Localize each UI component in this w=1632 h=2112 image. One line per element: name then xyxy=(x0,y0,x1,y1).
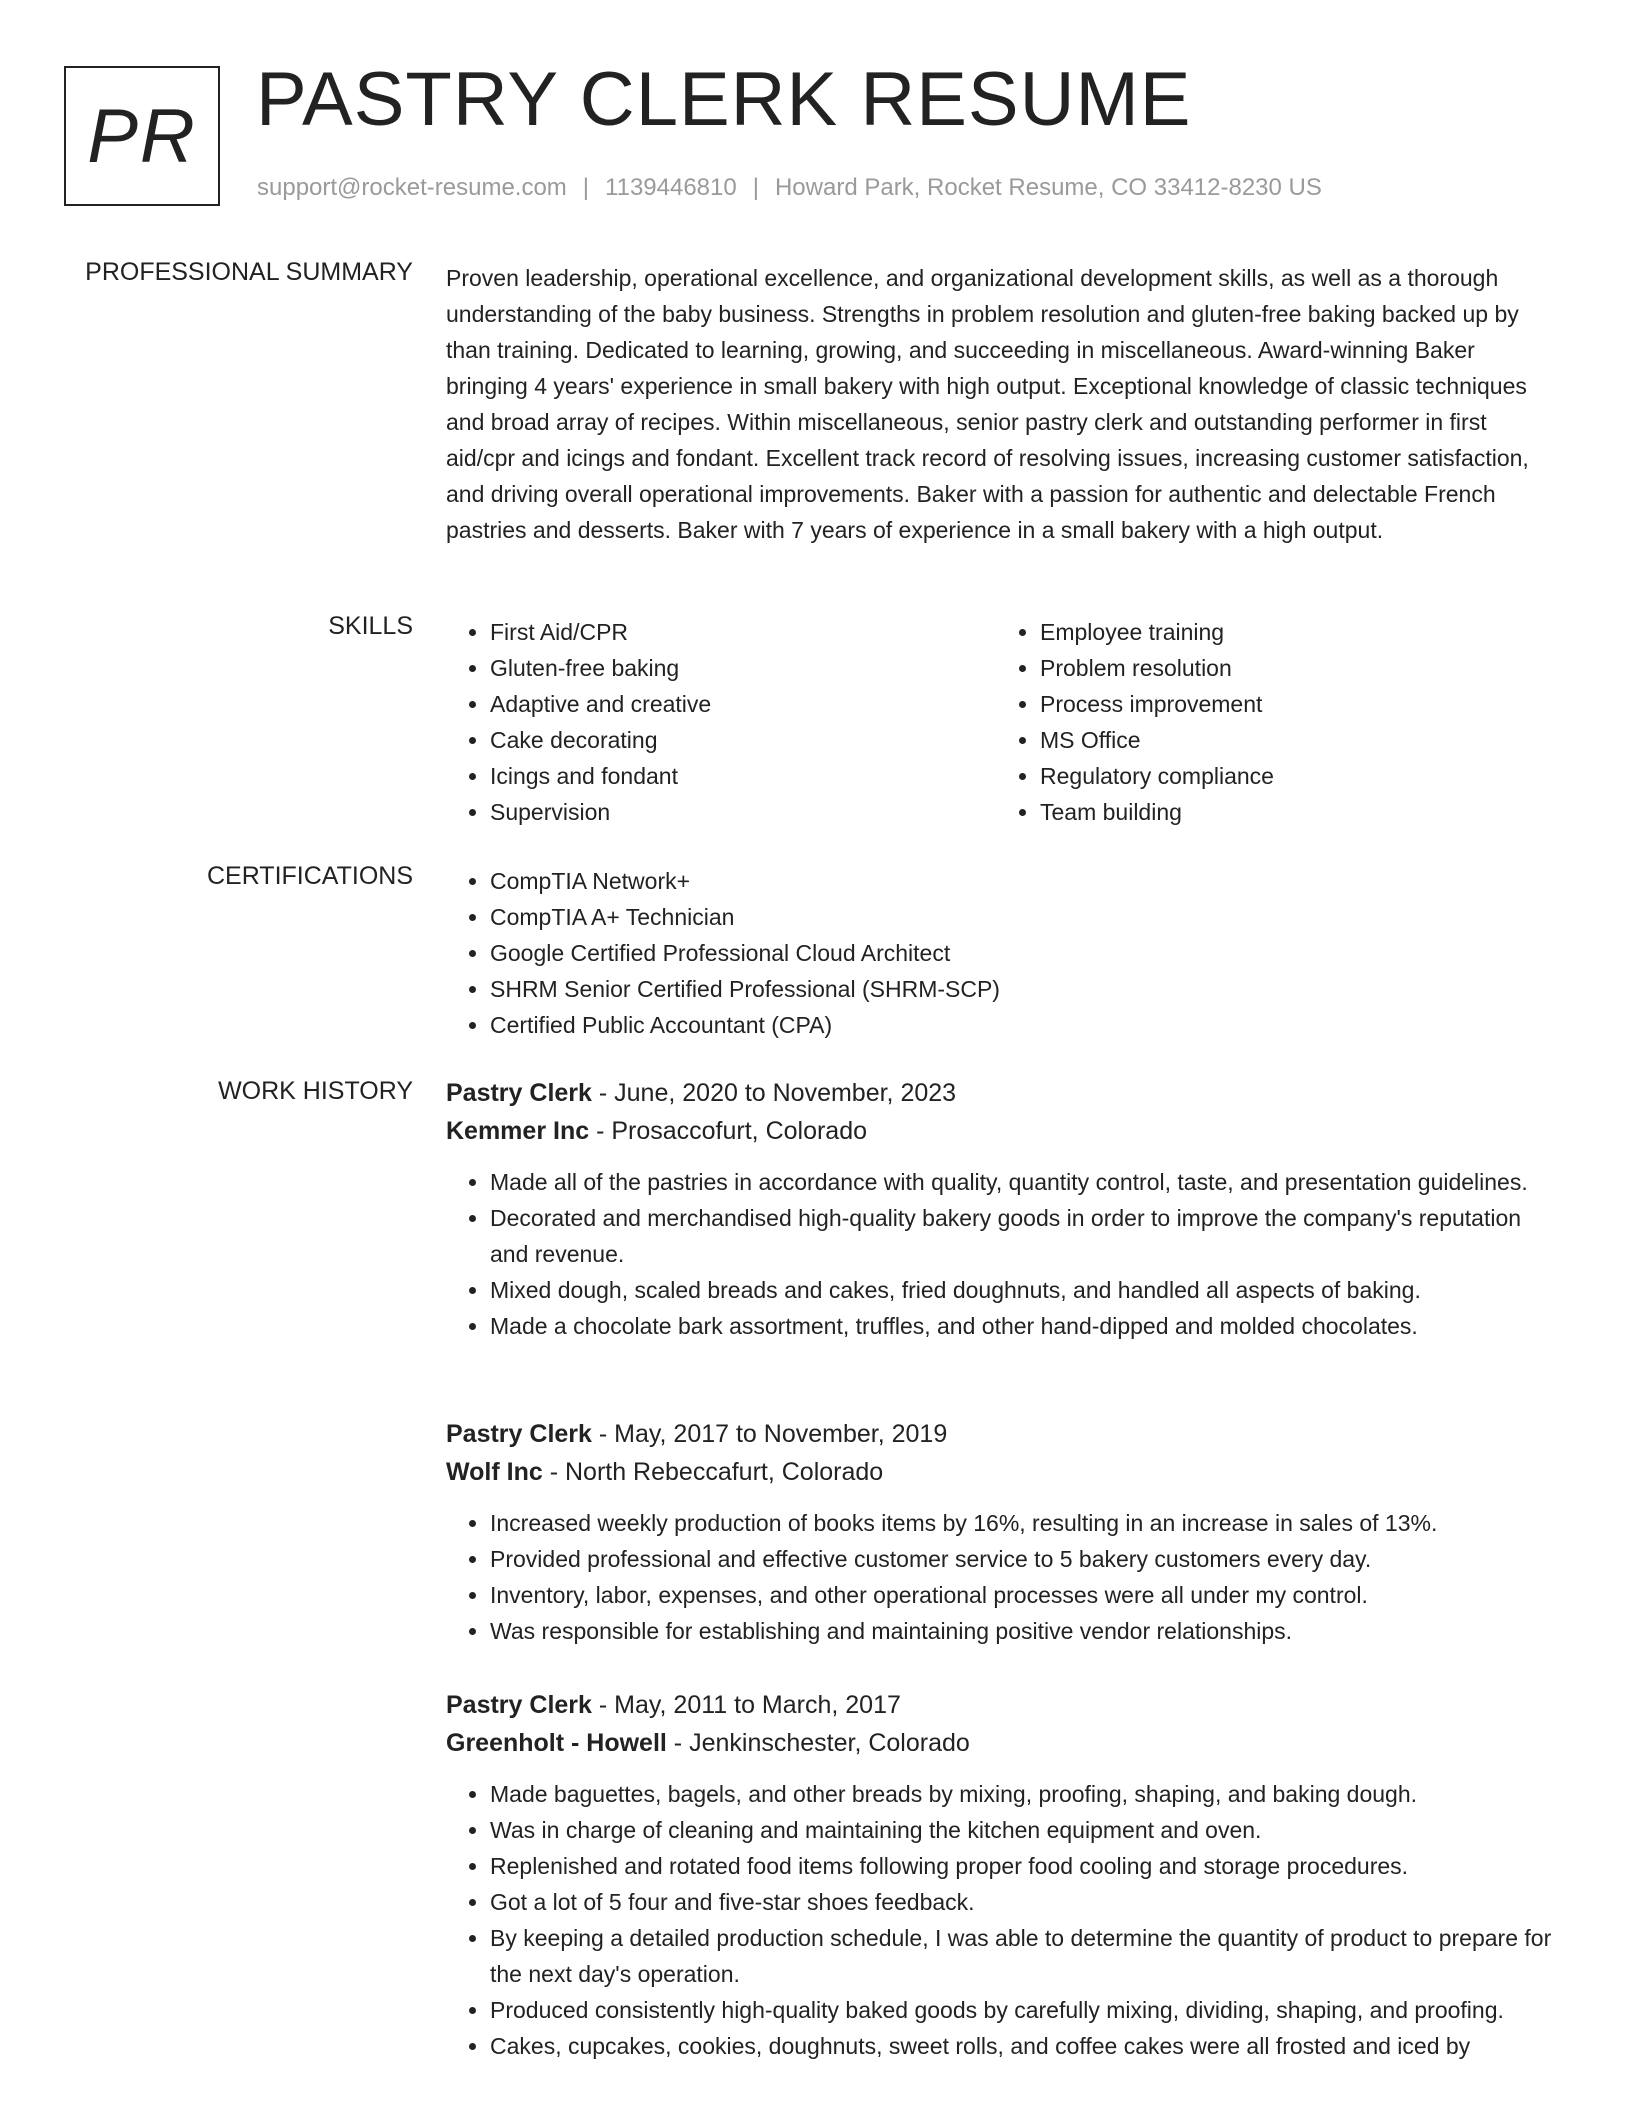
skill-item: • Supervision xyxy=(490,794,986,830)
job-location: - Jenkinschester, Colorado xyxy=(666,1729,970,1757)
job-duty-item: • Was responsible for establishing and maintaining positive vendor relationships. xyxy=(490,1613,1558,1649)
contact-phone: 1139446810 xyxy=(605,174,737,201)
skills-list-left xyxy=(446,614,986,830)
skill-item: • MS Office xyxy=(1040,722,1556,758)
job-duty-item: • Produced consistently high-quality baked goods by carefully mixing, dividing, shaping, and proofing. xyxy=(490,1992,1558,2028)
certifications-block xyxy=(446,863,1546,1043)
job-title: Pastry Clerk xyxy=(446,1691,592,1719)
job-company: Wolf Inc xyxy=(446,1458,543,1486)
contact-separator: | xyxy=(752,174,759,201)
summary-text: Proven leadership, operational excellence, and organizational development skills, as well as a thorough understanding of the baby business. Strengths in problem resolution and gluten-free baking backed up by than training. Dedicated to learning, growing, and succeeding in miscellaneous. Award-winning Baker bringing 4 years' experience in small bakery with high output. Exceptional knowledge of classic techniques and broad array of recipes. Within miscellaneous, senior pastry clerk and outstanding performer in first aid/cpr and icings and fondant. Excellent track record of resolving issues, increasing customer satisfaction, and driving overall operational improvements. Baker with a passion for authentic and delectable French pastries and desserts. Baker with 7 years of experience in a small bakery with a high output. xyxy=(446,265,1529,543)
skills-column-left xyxy=(446,614,986,830)
job-dates: - May, 2017 to November, 2019 xyxy=(591,1420,948,1448)
skill-item: • Employee training xyxy=(1040,614,1556,650)
job-title-line xyxy=(446,1074,1558,1112)
job-duty-item: • Inventory, labor, expenses, and other operational processes were all under my control. xyxy=(490,1577,1558,1613)
job-company-line xyxy=(446,1724,1558,1762)
certification-item: • Certified Public Accountant (CPA) xyxy=(490,1007,1546,1043)
job-duty-item: • Mixed dough, scaled breads and cakes, fried doughnuts, and handled all aspects of baking. xyxy=(490,1272,1558,1308)
skill-item: • Gluten-free baking xyxy=(490,650,986,686)
skill-item: • First Aid/CPR xyxy=(490,614,986,650)
job-entry-2 xyxy=(446,1415,1558,1649)
job-dates: - June, 2020 to November, 2023 xyxy=(591,1079,957,1107)
job-duty-item: • Decorated and merchandised high-quality bakery goods in order to improve the company's reputation and revenue. xyxy=(490,1200,1558,1272)
skill-item: • Team building xyxy=(1040,794,1556,830)
job-duty-item: • Made baguettes, bagels, and other breads by mixing, proofing, shaping, and baking dough. xyxy=(490,1776,1558,1812)
job-location: - Prosaccofurt, Colorado xyxy=(589,1117,868,1145)
certification-item: • Google Certified Professional Cloud Architect xyxy=(490,935,1546,971)
skill-item: • Regulatory compliance xyxy=(1040,758,1556,794)
job-duty-item: • Replenished and rotated food items following proper food cooling and storage procedures. xyxy=(490,1848,1558,1884)
job-duty-item: • Cakes, cupcakes, cookies, doughnuts, sweet rolls, and coffee cakes were all frosted and iced by xyxy=(490,2028,1558,2064)
skill-item: • Adaptive and creative xyxy=(490,686,986,722)
job-duty-item: • By keeping a detailed production schedule, I was able to determine the quantity of product to prepare for the next day's operation. xyxy=(490,1920,1558,1992)
certifications-section-label: CERTIFICATIONS xyxy=(206,862,413,890)
job-company-line xyxy=(446,1453,1558,1491)
skill-item: • Process improvement xyxy=(1040,686,1556,722)
certification-item: • CompTIA A+ Technician xyxy=(490,899,1546,935)
job-duties-list xyxy=(446,1164,1558,1344)
monogram-text: PR xyxy=(87,93,197,179)
job-duties-list xyxy=(446,1505,1558,1649)
job-duty-item: • Made all of the pastries in accordance with quality, quantity control, taste, and presentation guidelines. xyxy=(490,1164,1558,1200)
work-history-section-label: WORK HISTORY xyxy=(218,1077,413,1105)
contact-line xyxy=(257,174,1322,202)
job-duty-item: • Provided professional and effective customer service to 5 bakery customers every day. xyxy=(490,1541,1558,1577)
skill-item: • Icings and fondant xyxy=(490,758,986,794)
contact-address: Howard Park, Rocket Resume, CO 33412-8230 US xyxy=(774,174,1322,201)
job-duty-item: • Got a lot of 5 four and five-star shoes feedback. xyxy=(490,1884,1558,1920)
skill-item: • Problem resolution xyxy=(1040,650,1556,686)
summary-section-label: PROFESSIONAL SUMMARY xyxy=(85,258,413,286)
contact-email: support@rocket-resume.com xyxy=(257,174,567,201)
job-entry-1 xyxy=(446,1074,1558,1344)
job-title-line xyxy=(446,1415,1558,1453)
skill-item: • Cake decorating xyxy=(490,722,986,758)
job-dates: - May, 2011 to March, 2017 xyxy=(591,1691,901,1719)
job-location: - North Rebeccafurt, Colorado xyxy=(542,1458,884,1486)
job-entry-3 xyxy=(446,1686,1558,2064)
certifications-list xyxy=(446,863,1546,1043)
page-title: PASTRY CLERK RESUME xyxy=(256,57,1192,142)
job-company-line xyxy=(446,1112,1558,1150)
job-title: Pastry Clerk xyxy=(446,1420,592,1448)
job-duty-item: • Made a chocolate bark assortment, truffles, and other hand-dipped and molded chocolates. xyxy=(490,1308,1558,1344)
monogram-badge xyxy=(64,66,220,206)
job-company: Kemmer Inc xyxy=(446,1117,590,1145)
job-title: Pastry Clerk xyxy=(446,1079,592,1107)
skills-section-label: SKILLS xyxy=(328,612,413,640)
certification-item: • SHRM Senior Certified Professional (SHRM-SCP) xyxy=(490,971,1546,1007)
job-title-line xyxy=(446,1686,1558,1724)
job-duties-list xyxy=(446,1776,1558,2064)
job-company: Greenholt - Howell xyxy=(446,1729,667,1757)
contact-separator: | xyxy=(582,174,590,201)
certification-item: • CompTIA Network+ xyxy=(490,863,1546,899)
skills-column-right xyxy=(996,614,1556,830)
skills-list-right xyxy=(996,614,1556,830)
job-duty-item: • Was in charge of cleaning and maintaining the kitchen equipment and oven. xyxy=(490,1812,1558,1848)
job-duty-item: • Increased weekly production of books items by 16%, resulting in an increase in sales of 13%. xyxy=(490,1505,1558,1541)
